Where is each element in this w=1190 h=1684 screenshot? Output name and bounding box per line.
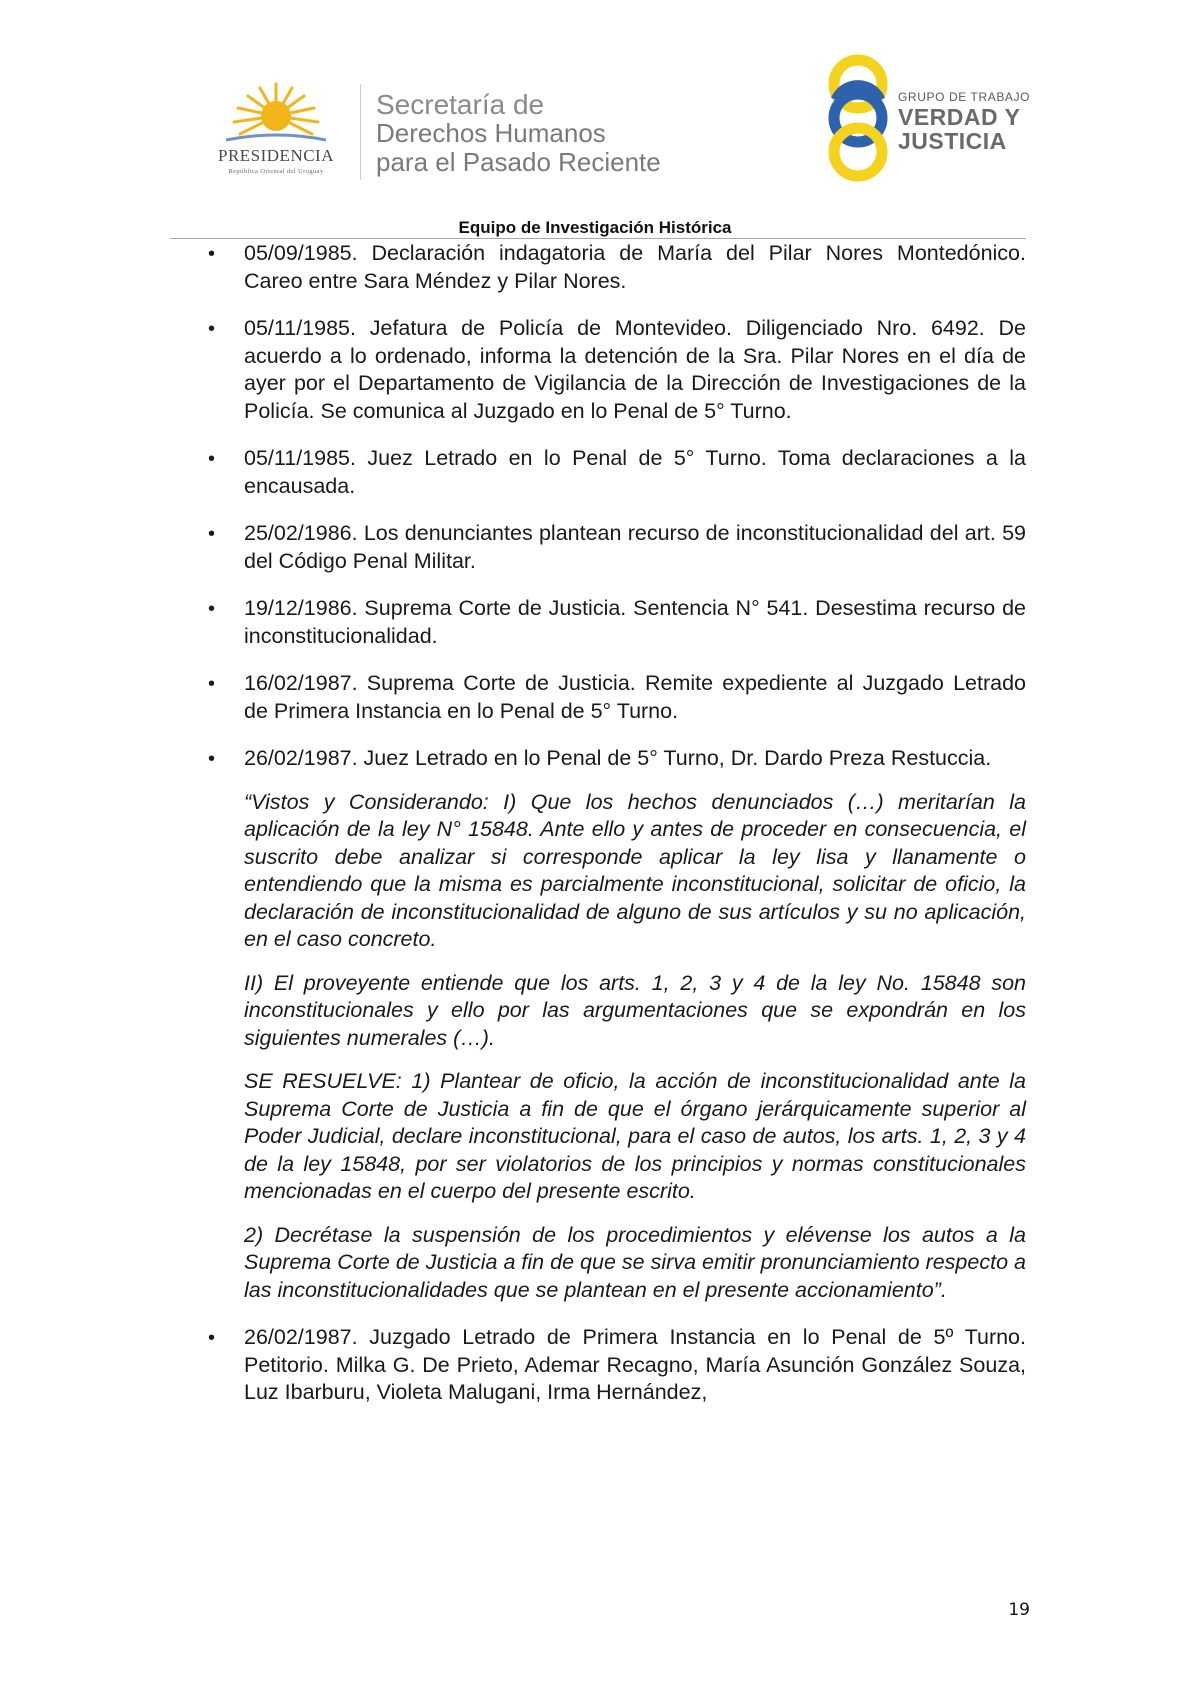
page-header: [0, 0, 1190, 237]
quoted-paragraph: SE RESUELVE: 1) Plantear de oficio, la acción de inconstitucionalidad ante la Suprema Corte de Justicia a fin de que el órgano jerárquicamente superior al Poder Judicial, declare inconstitucional, para el caso de autos, los arts. 1, 2, 3 y 4 de la ley 15848, por ser violatorios de los principios y normas constitucionales mencionadas en el cuerpo del presente escrito.: [244, 1069, 1026, 1203]
quoted-paragraph: II) El proveyente entiende que los arts. 1, 2, 3 y 4 de la ley No. 15848 son inconstitucionales y ello por las argumentaciones que se expondrán en los siguientes numerales (…).: [244, 970, 1026, 1050]
team-title: Equipo de Investigación Histórica: [458, 218, 732, 237]
entry-text: 05/11/1985. Juez Letrado en lo Penal de 5° Turno. Toma declaraciones a la encausada.: [244, 446, 1026, 498]
secretaria-logo-text: [376, 90, 661, 177]
presidencia-subtitle: República Oriental del Uruguay: [228, 168, 324, 175]
entry-text: 26/02/1987. Juzgado Letrado de Primera Instancia en lo Penal de 5º Turno. Petitorio. Milka G. De Prieto, Ademar Recagno, María Asunción González Souza, Luz Ibarburu, Violeta Malugani, Irma Hernández,: [244, 1325, 1026, 1404]
list-item: [200, 240, 1026, 295]
list-item: [200, 445, 1026, 500]
list-item: [200, 315, 1026, 425]
list-item: [200, 520, 1026, 575]
group-name-line-1: VERDAD Y: [898, 104, 1021, 130]
entry-text: 05/09/1985. Declaración indagatoria de María del Pilar Nores Montedónico. Careo entre Sara Méndez y Pilar Nores.: [244, 241, 1026, 293]
document-body: [200, 240, 1026, 1427]
group-label: GRUPO DE TRABAJO: [898, 90, 1031, 104]
page-number: 19: [1008, 1600, 1030, 1620]
bullet: •: [208, 318, 216, 340]
linked-rings-logo-icon: [818, 54, 898, 182]
entry-text: 26/02/1987. Juez Letrado en lo Penal de 5° Turno, Dr. Dardo Preza Restuccia.: [244, 746, 992, 770]
bullet: •: [208, 598, 216, 620]
bullet: •: [208, 748, 216, 770]
entry-text: 05/11/1985. Jefatura de Policía de Montevideo. Diligenciado Nro. 6492. De acuerdo a lo ordenado, informa la detención de la Sra. Pilar Nores en el día de ayer por el Departamento de Vigilancia de la Dirección de Investigaciones de la Policía. Se comunica al Juzgado en lo Penal de 5° Turno.: [244, 316, 1026, 423]
secretaria-line-1: Secretaría de: [376, 89, 545, 120]
bullet: •: [208, 523, 216, 545]
list-item: [200, 595, 1026, 650]
bullet: •: [208, 673, 216, 695]
sun-logo-icon: [226, 82, 326, 144]
presidencia-name: PRESIDENCIA: [217, 146, 334, 165]
secretaria-line-3: para el Pasado Reciente: [376, 147, 661, 177]
list-item: [200, 1324, 1026, 1407]
group-name-line-2: JUSTICIA: [898, 128, 1007, 154]
verdad-justicia-logo: [818, 54, 1031, 184]
bullet: •: [208, 1327, 216, 1349]
header-divider: [360, 84, 361, 180]
quoted-paragraph: “Vistos y Considerando: I) Que los hechos denunciados (…) meritarían la aplicación de la ley N° 15848. Ante ello y antes de proceder en consecuencia, el suscrito debe analizar si corresponde aplicar la ley lisa y llanamente o entendiendo que la misma es parcialmente inconstitucional, solicitar de oficio, la declaración de inconstitucionalidad de alguno de sus artículos y su no aplicación, en el caso concreto.: [244, 789, 1026, 951]
bullet: •: [208, 243, 216, 265]
quoted-paragraph: 2) Decrétase la suspensión de los procedimientos y elévense los autos a la Suprema Corte de Justicia a fin de que se sirva emitir pronunciamiento respecto a las inconstitucionalidades que se plantean en el presente accionamiento”.: [244, 1222, 1026, 1302]
header-rule: [170, 238, 1026, 239]
secretaria-line-2: Derechos Humanos: [376, 118, 606, 148]
list-item: [200, 670, 1026, 725]
bullet: •: [208, 448, 216, 470]
list-item: [200, 745, 1026, 773]
presidencia-logo: [196, 82, 356, 182]
entry-text: 19/12/1986. Suprema Corte de Justicia. Sentencia N° 541. Desestima recurso de inconstitucionalidad.: [244, 596, 1026, 648]
entry-text: 25/02/1986. Los denunciantes plantean recurso de inconstitucionalidad del art. 59 del Código Penal Militar.: [244, 521, 1026, 573]
entry-text: 16/02/1987. Suprema Corte de Justicia. Remite expediente al Juzgado Letrado de Primera Instancia en lo Penal de 5° Turno.: [244, 671, 1026, 723]
